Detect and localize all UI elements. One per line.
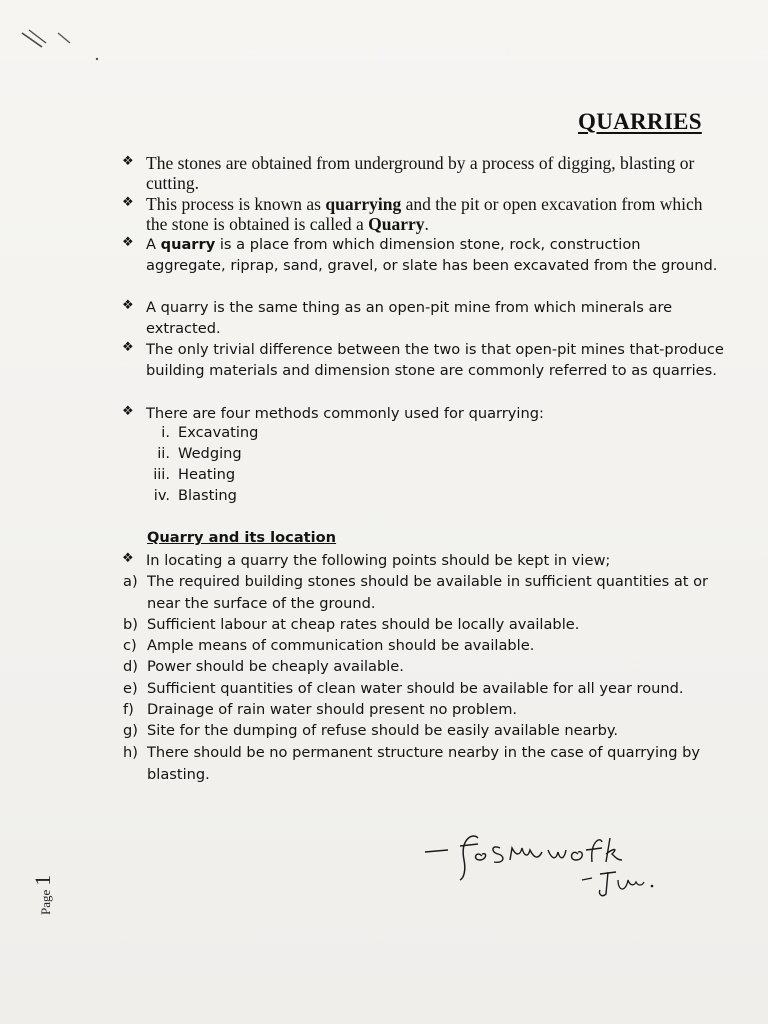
- page-label: Page: [38, 889, 53, 915]
- point-letter: c): [123, 637, 137, 654]
- bullet-text: The stones are obtained from underground by a process of digging, blasting or cutting.: [146, 153, 695, 193]
- bullet-text: A quarry is the same thing as an open-pit mine from which minerals are extracted.: [146, 299, 673, 337]
- pen-marks: [20, 25, 100, 75]
- bullet-diamond-icon: ❖: [122, 551, 134, 566]
- point-text: Power should be cheaply available.: [147, 658, 404, 675]
- point-letter: d): [123, 658, 138, 675]
- method-number: iii.: [153, 466, 170, 483]
- method-label: Blasting: [178, 487, 237, 504]
- page-number: 1: [30, 874, 55, 886]
- bullet-text: [146, 194, 724, 234]
- bullet-diamond-icon: ❖: [122, 235, 134, 250]
- point-letter: e): [123, 680, 138, 697]
- point-letter: f): [123, 701, 134, 718]
- bullet-text: [146, 234, 724, 276]
- text-run: and the pit or open excavation from which the stone is obtained is called a: [146, 194, 703, 234]
- text-run: This process is known as: [146, 194, 326, 214]
- point-letter: g): [123, 722, 138, 739]
- text-run: is a place from which dimension stone, rock, construction aggregate, riprap, sand, gravel, or slate has been excavated from the ground.: [146, 236, 718, 274]
- method-number: ii.: [157, 445, 170, 462]
- method-label: Wedging: [178, 445, 242, 462]
- page-title: QUARRIES: [578, 109, 702, 134]
- point-text: Sufficient labour at cheap rates should be locally available.: [147, 616, 580, 633]
- bullet-text: In locating a quarry the following points should be kept in view;: [146, 552, 611, 569]
- bold-term-quarry: quarry: [160, 236, 216, 253]
- point-text: Drainage of rain water should present no problem.: [147, 701, 518, 718]
- bullet-diamond-icon: ❖: [122, 340, 134, 355]
- method-number: i.: [161, 424, 170, 441]
- bullet-text: There are four methods commonly used for quarrying:: [146, 405, 544, 422]
- handwritten-signature: [420, 830, 680, 910]
- page-number-label: [30, 875, 56, 915]
- method-number: iv.: [153, 487, 170, 504]
- bold-term-quarry: Quarry: [368, 214, 425, 234]
- bullet-text: The only trivial difference between the two is that open-pit mines that-produce building materials and dimension stone are commonly referred to as quarries.: [146, 341, 724, 379]
- point-letter: a): [123, 573, 138, 590]
- point-text: There should be no permanent structure nearby in the case of quarrying by blasting.: [147, 744, 701, 783]
- bullet-diamond-icon: ❖: [122, 404, 134, 419]
- method-label: Heating: [178, 466, 236, 483]
- bullet-diamond-icon: ❖: [122, 154, 134, 169]
- point-text: The required building stones should be available in sufficient quantities at or near the surface of the ground.: [147, 573, 709, 612]
- bullet-diamond-icon: ❖: [122, 195, 134, 210]
- text-run: .: [424, 214, 429, 234]
- bold-term-quarrying: quarrying: [325, 194, 402, 214]
- point-letter: b): [123, 616, 138, 633]
- method-label: Excavating: [178, 424, 259, 441]
- point-text: Ample means of communication should be available.: [147, 637, 535, 654]
- point-text: Sufficient quantities of clean water should be available for all year round.: [147, 680, 684, 697]
- text-run: A: [146, 236, 161, 253]
- section-heading: Quarry and its location: [147, 529, 337, 546]
- point-letter: h): [123, 744, 138, 761]
- bullet-diamond-icon: ❖: [122, 298, 134, 313]
- point-text: Site for the dumping of refuse should be easily available nearby.: [147, 722, 619, 739]
